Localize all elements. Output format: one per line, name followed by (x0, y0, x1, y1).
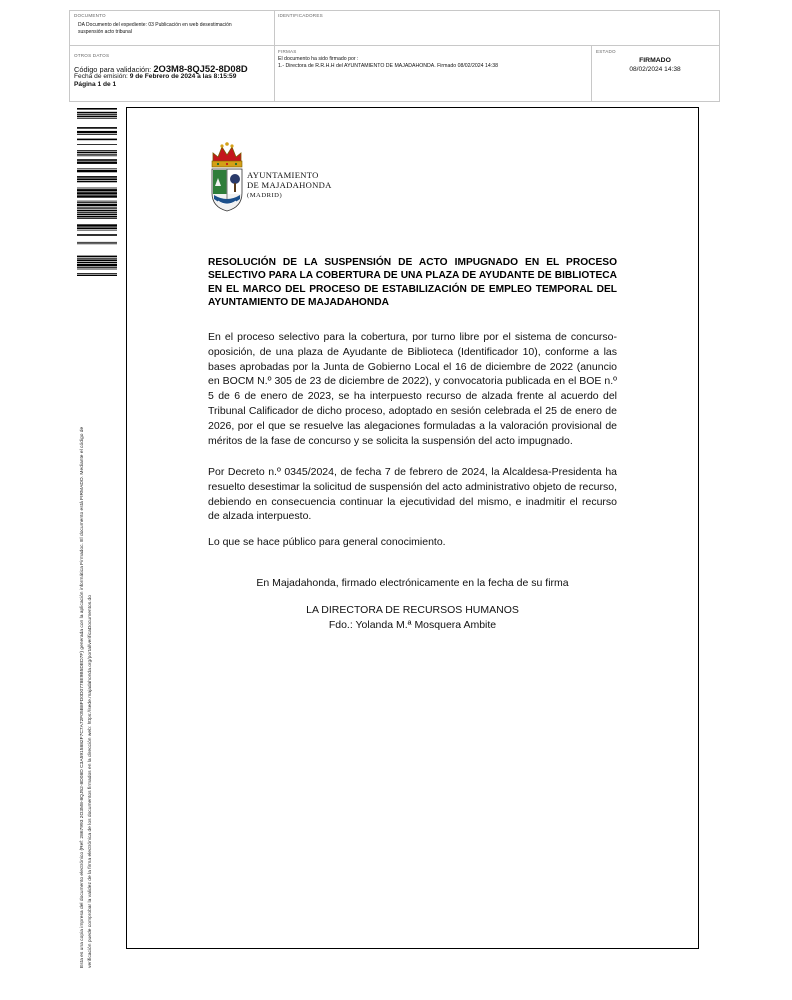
documento-text-2: suspensión acto tribunal (78, 29, 132, 35)
emission-date-value: 9 de Febrero de 2024 a las 8:15:59 (129, 73, 237, 80)
header-divider (69, 45, 720, 46)
validation-code[interactable]: 2O3M8-8QJ52-8D08D (153, 63, 248, 74)
signer-name: Fdo.: Yolanda M.ª Mosquera Ambite (328, 619, 497, 631)
documento-text-1: DA Documento del expediente: 03 Publicación en web desestimación (78, 22, 232, 28)
document-title: RESOLUCIÓN DE LA SUSPENSIÓN DE ACTO IMPUGNADO EN EL PROCESO SELECTIVO PARA LA COBERTURA DE UNA PLAZA DE AYUDANTE DE BIBLIOTECA EN EL MARCO DEL PROCESO DE ESTABILIZACIÓN DE EMPLEO TEMPORAL DEL AYUNTAMIENTO DE MAJADAHONDA (208, 257, 617, 309)
paragraph-3: Lo que se hace público para general conocimiento. (208, 536, 446, 548)
firmas-line-2: 1.- Directora de R.R.H.H del AYUNTAMIENTO DE MAJADAHONDA. Firmado 08/02/2024 14:38 (278, 63, 498, 69)
firmas-label: FIRMAS (278, 49, 297, 54)
document-frame (126, 107, 699, 949)
paragraph-2: Por Decreto n.º 0345/2024, de fecha 7 de febrero de 2024, la Alcaldesa-Presidenta ha resuelto desestimar la solicitud de suspensión del acto administrativo objeto de recurso, debiendo en consecuencia continuar la ejecutividad del mismo, e inadmitir el recurso de alzada interpuesto. (208, 466, 617, 523)
closing-line: En Majadahonda, firmado electrónicamente en la fecha de su firma (256, 577, 569, 589)
header-vline-2 (591, 45, 592, 102)
coat-of-arms-icon (209, 141, 245, 213)
paragraph-1: En el proceso selectivo para la cobertura, por turno libre por el sistema de concurso-oposición, de una plaza de Ayudante de Biblioteca (Identificador 10), conforme a las bases aprobadas por la Junta de Gobierno Local el 16 de diciembre de 2022 (anuncio en BOCM N.º 305 de 23 de diciembre de 2022), y convocatoria publicada en el BOE n.º 5 de 6 de enero de 2023, se ha interpuesto recurso de alzada frente al acuerdo del Tribunal Calificador de dicho proceso, adoptado en sesión celebrada el 25 de enero de 2026, por el que se resuelve las alegaciones formuladas a la valoración provisional de méritos de la fase de concurso y se solicita la suspensión del acto impugnado. (208, 331, 617, 447)
letterhead-line-3: (MADRID) (247, 192, 283, 199)
header-vline-1 (274, 10, 275, 102)
verification-side-note (79, 304, 94, 968)
letterhead (247, 170, 332, 201)
otros-datos-label: OTROS DATOS (74, 53, 110, 58)
estado-status: FIRMADO (639, 57, 671, 64)
barcode-image (77, 108, 117, 276)
letterhead-line-2: DE MAJADAHONDA (247, 180, 332, 190)
estado-date: 08/02/2024 14:38 (629, 66, 681, 73)
side-note-line-2: verificación puede comprobar la validez de la firma electrónica de los documentos firmados en la dirección web: https://sede.majadahonda.org/portal/verificaDocumentos.do (87, 595, 93, 968)
page-number: Página 1 de 1 (74, 81, 117, 88)
signer-role: LA DIRECTORA DE RECURSOS HUMANOS (306, 604, 519, 616)
side-note-line-1: Esta es una copia impresa del documento electrónico (Ref: 2867993 2O3M8-8QJ52-8D08D C3A5915882F7C7A72F05B8FD0D0778E9B5DED7F) generada con la aplicación informática Firmadoc. El documento está FIRMADO. Mediante el código de (80, 426, 85, 968)
estado-label: ESTADO (596, 49, 616, 54)
emission-date-line (74, 73, 236, 80)
documento-label: DOCUMENTO (74, 13, 106, 18)
identificadores-label: IDENTIFICADORES (278, 13, 323, 18)
firmas-line-1: El documento ha sido firmado por : (278, 56, 359, 62)
emission-date-label: Fecha de emisión: (74, 73, 128, 80)
letterhead-line-1: AYUNTAMIENTO (247, 170, 319, 180)
validation-code-label: Código para validación: (74, 65, 152, 74)
